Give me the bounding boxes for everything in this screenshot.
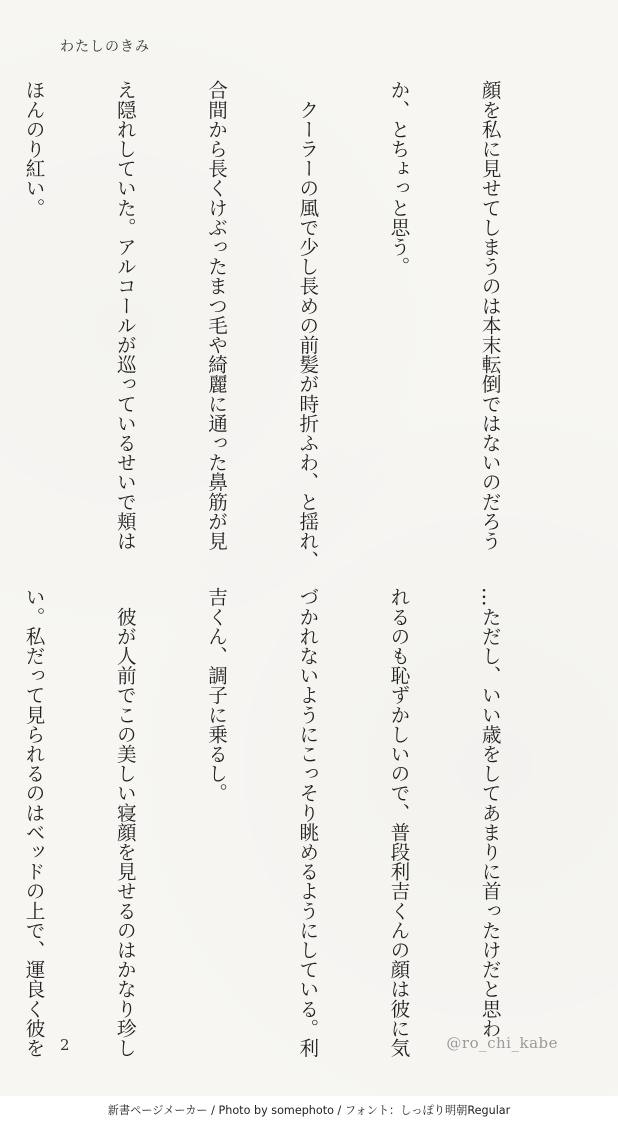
text-line: ほんのり紅い。 [22, 80, 46, 218]
text-line: 合間から長くけぶったまつ毛や綺麗に通った鼻筋が見 [204, 80, 228, 551]
text-line: え隠れしていた。アルコールが巡っているせいで頬は [113, 80, 137, 551]
text-line: クーラーの風で少し長めの前髪が時折ふわ、と揺れ、 [295, 80, 319, 570]
text-line: …ただし、いい歳をしてあまりに首ったけだと思わ [478, 587, 502, 1038]
text-line: 顔を私に見せてしまうのは本末転倒ではないのだろう [478, 80, 502, 551]
text-line: 吉くん、調子に乗るし。 [204, 587, 228, 803]
author-handle: @ro_chi_kabe [446, 1034, 558, 1052]
text-line: い。私だって見られるのはベッドの上で、運良く彼を [22, 587, 46, 1058]
text-line: 彼が人前でこの美しい寝顔を見せるのはかなり珍し [113, 587, 137, 1058]
text-line: か、とちょっと思う。 [386, 80, 410, 276]
text-line: づかれないようにこっそり眺めるようにしている。利 [295, 587, 319, 1058]
page-number: 2 [60, 1036, 70, 1054]
text-line: れるのも恥ずかしいので、普段利吉くんの顔は彼に気 [386, 587, 410, 1058]
running-title: わたしのきみ [60, 39, 150, 55]
text-block-top [0, 80, 565, 570]
credit-line: 新書ページメーカー / Photo by somephoto / フォント：しっぽり明朝Regular [0, 1096, 618, 1132]
